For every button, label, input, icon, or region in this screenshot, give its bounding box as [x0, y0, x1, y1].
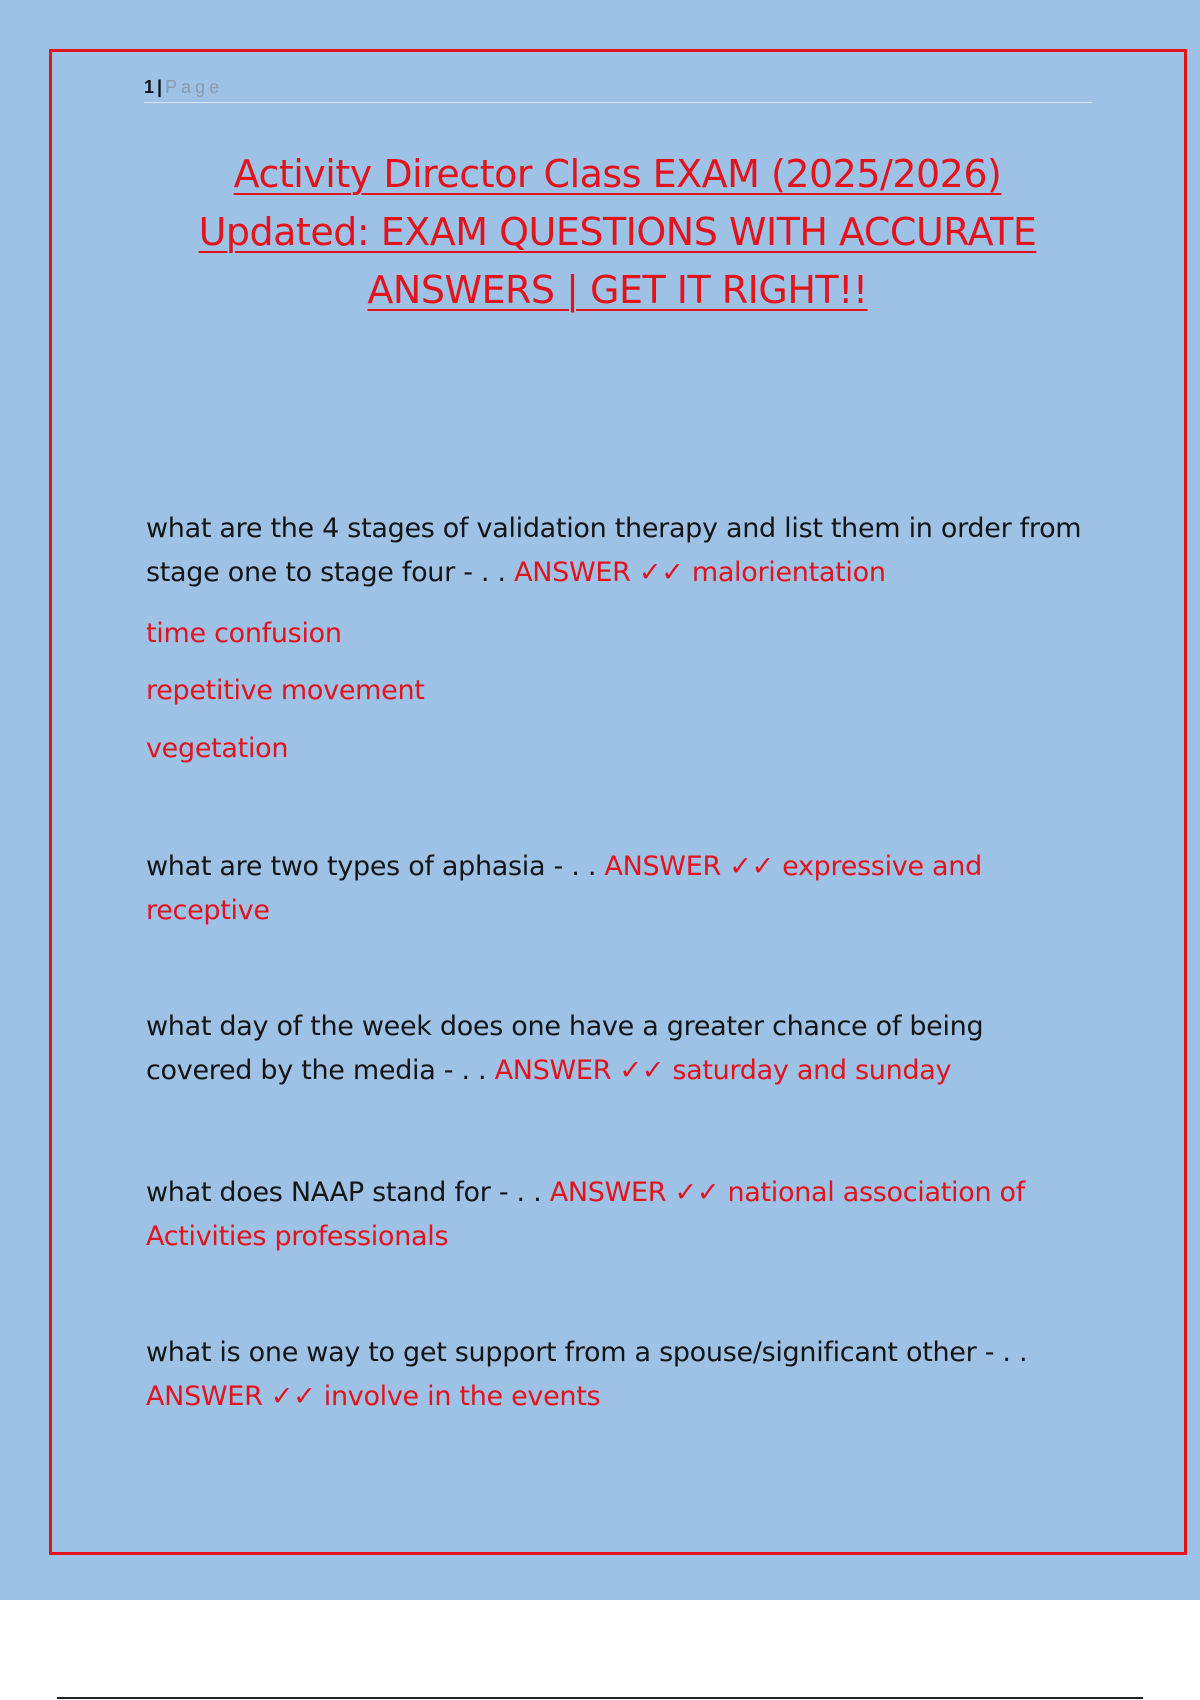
title-line-3: ANSWERS | GET IT RIGHT!! [367, 268, 868, 312]
qa-item-2 [146, 845, 1096, 933]
answer-text: expressive and receptive [146, 851, 982, 926]
answer-prefix: ANSWER ✓✓ [514, 557, 684, 588]
answer-line-vegetation: vegetation [146, 733, 289, 764]
answer-prefix: ANSWER ✓✓ [604, 851, 774, 882]
qa-item-4 [146, 1171, 1096, 1259]
answer-text: malorientation [691, 557, 886, 588]
page-separator: | [157, 77, 163, 97]
question-text: what are the 4 stages of validation therapy and list them in order from stage one to stage four - . . [146, 513, 1082, 588]
answer-text: involve in the events [323, 1381, 601, 1412]
answer-text: saturday and sunday [672, 1055, 952, 1086]
question-text: what are two types of aphasia - . . [146, 851, 605, 882]
page-label: Page [165, 77, 224, 97]
next-page-top-rule [57, 1697, 1143, 1699]
qa-item-3 [146, 1005, 1096, 1093]
answer-prefix: ANSWER ✓✓ [549, 1177, 720, 1208]
answer-prefix: ANSWER ✓✓ [146, 1381, 316, 1412]
document-title [120, 145, 1115, 319]
answer-prefix: ANSWER ✓✓ [494, 1055, 665, 1086]
question-text: what does NAAP stand for - . . [146, 1177, 550, 1208]
answer-line-time-confusion: time confusion [146, 618, 342, 649]
title-line-1: Activity Director Class EXAM (2025/2026) [233, 152, 1002, 196]
question-text: what day of the week does one have a greater chance of being covered by the media - . . [146, 1011, 984, 1086]
page-header [144, 72, 1092, 103]
page-number: 1 [144, 77, 155, 97]
answer-line-repetitive-movement: repetitive movement [146, 675, 425, 706]
title-line-2: Updated: EXAM QUESTIONS WITH ACCURATE [198, 210, 1037, 254]
qa-item-5 [146, 1331, 1096, 1419]
answer-text: national association of Activities professionals [146, 1177, 1025, 1252]
qa-item-1 [146, 507, 1096, 595]
question-text: what is one way to get support from a spouse/significant other - . . [146, 1337, 1028, 1368]
